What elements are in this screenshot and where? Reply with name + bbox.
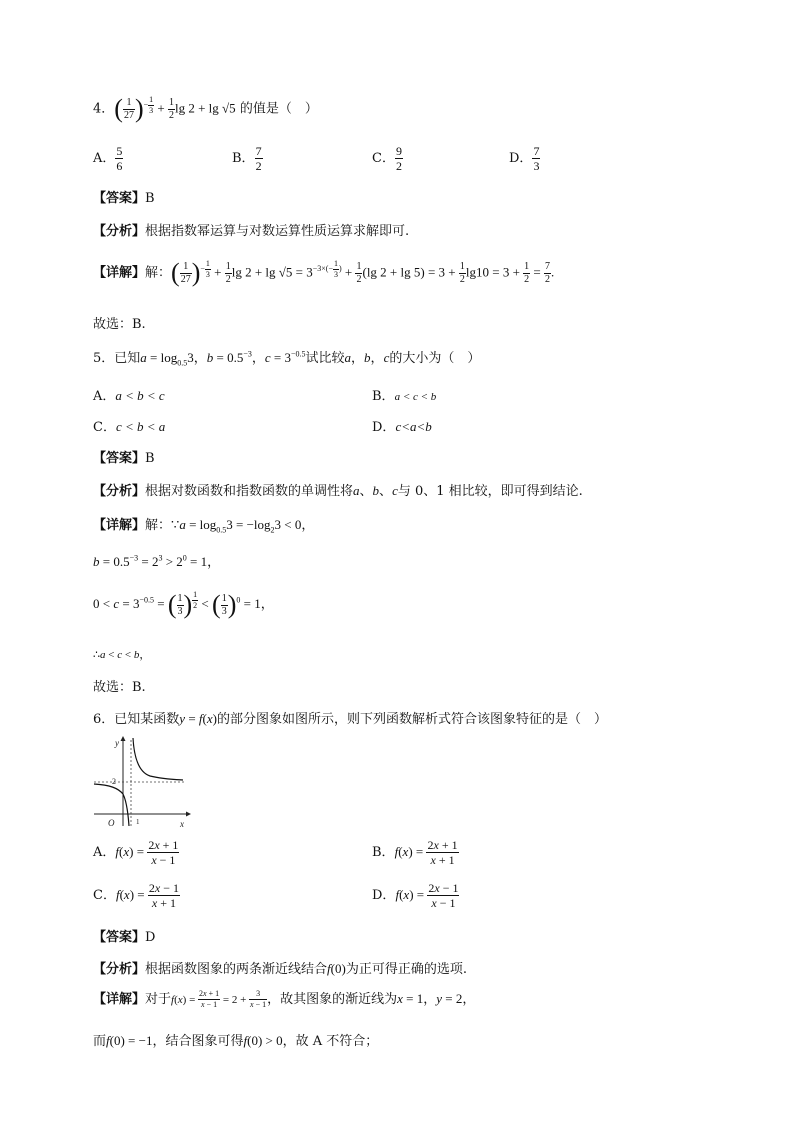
q6-option-a[interactable]: A．f(x) = $\frac{2x + 1}{x - 1}$ bbox=[93, 838, 179, 867]
q6-option-d[interactable]: D．f(x) = $\frac{2x - 1}{x - 1}$ bbox=[372, 881, 459, 910]
curve-right-branch bbox=[133, 738, 183, 780]
y-axis-arrow-icon bbox=[121, 736, 126, 741]
q5-analysis: 【分析】根据对数函数和指数函数的单调性将a、b、c与 0、1 相比较，即可得到结论. bbox=[93, 483, 583, 499]
q4-suffix: 的值是（ ） bbox=[239, 101, 318, 117]
q6-option-c[interactable]: C．f(x) = $\frac{2x - 1}{x + 1}$ bbox=[93, 881, 179, 910]
q5-stem: 5．已知$a = \log_{0.5}3$，$b = 0.5^{-3}$，$c = 3^{-0.5}$试比较a，b，c的大小为（ ） bbox=[93, 349, 481, 368]
q5-option-b[interactable]: B．a < c < b bbox=[372, 389, 437, 404]
q5-option-a[interactable]: A．a < b < c bbox=[93, 388, 165, 404]
graph-tick-1: 1 bbox=[136, 818, 140, 826]
q5-option-c[interactable]: C．c < b < a bbox=[93, 419, 166, 435]
q6-option-b[interactable]: B．f(x) = $\frac{2x + 1}{x + 1}$ bbox=[372, 838, 458, 867]
q5-detail: 【详解】解：∵a = $\log_{0.5}3 = -\log_23 < 0$， bbox=[93, 517, 315, 535]
graph-x-label: x bbox=[180, 819, 184, 829]
q6-detail-last: 而f(0) = −1，结合图象可得f(0) > 0，故 A 不符合； bbox=[93, 1033, 379, 1049]
q4-option-a[interactable]: A． $\frac{5}{6}$ bbox=[93, 144, 123, 173]
q4-option-d[interactable]: D． $\frac{7}{3}$ bbox=[509, 144, 540, 173]
q6-detail: 【详解】对于f(x) = $\frac{2x + 1}{x - 1}$ = 2 + $\frac{3}{x - 1}$ ，故其图象的渐近线为x = 1，y = 2， bbox=[93, 989, 476, 1009]
q4-detail: 【详解】解：( $\frac{1}{27}$ )$^{- \frac{1}{3}}$ + $\frac{1}{2}$ $\lg 2 + \lg √5 = 3^{-3\times(- \frac{1}{3} )}$ + $\frac{1}{2}$ (lg 2 + lg 5) = 3 + $\frac{1}{2}$ lg10 = 3 + $\frac{1}{2}$ = $\frac{7}{2}$ . bbox=[93, 258, 555, 287]
q4-choose: 故选：B. bbox=[93, 317, 146, 332]
q5-step-b: $b = 0.5^{-3} = 2^3 > 2^0 = 1$， bbox=[93, 553, 221, 569]
q4-option-b[interactable]: B． $\frac{7}{2}$ bbox=[232, 144, 262, 173]
q5-step-c: $0 < c = 3^{-0.5}$ = ( $\frac{1}{3}$ ) $^{\frac{1}{2}}$ < ( $\frac{1}{3}$ )$^0$ = 1， bbox=[93, 590, 274, 619]
graph-origin-label: O bbox=[108, 818, 115, 828]
q5-option-d[interactable]: D．c<a<b bbox=[372, 419, 432, 435]
q4-analysis: 【分析】根据指数幂运算与对数运算性质运算求解即可. bbox=[93, 224, 410, 239]
q4-stem: 4．( $\frac{1}{27}$ )$^{- \frac{1}{3}}$ + $\frac{1}{2}$ lg 2 + lg √5 的值是（ ） bbox=[93, 94, 318, 123]
graph-y-label: y bbox=[115, 738, 119, 748]
q6-answer: 【答案】D bbox=[93, 930, 156, 945]
graph-tick-2: 2 bbox=[112, 777, 116, 786]
x-axis-arrow-icon bbox=[186, 812, 191, 817]
q5-conclusion: ∴a < c < b， bbox=[93, 649, 151, 661]
q5-answer: 【答案】B bbox=[93, 451, 155, 466]
q4-formula: ( bbox=[114, 94, 123, 123]
q6-stem: 6．已知某函数y = f(x)的部分图象如图所示，则下列函数解析式符合该图象特征的是（ ） bbox=[93, 711, 608, 727]
q4-number: 4． bbox=[93, 101, 115, 117]
q5-choose: 故选：B. bbox=[93, 680, 146, 695]
q4-option-c[interactable]: C． $\frac{9}{2}$ bbox=[372, 144, 402, 173]
q6-analysis: 【分析】根据函数图象的两条渐近线结合f(0)为正可得正确的选项. bbox=[93, 961, 467, 977]
q6-function-graph bbox=[90, 734, 194, 830]
q4-answer: 【答案】B bbox=[93, 191, 155, 206]
